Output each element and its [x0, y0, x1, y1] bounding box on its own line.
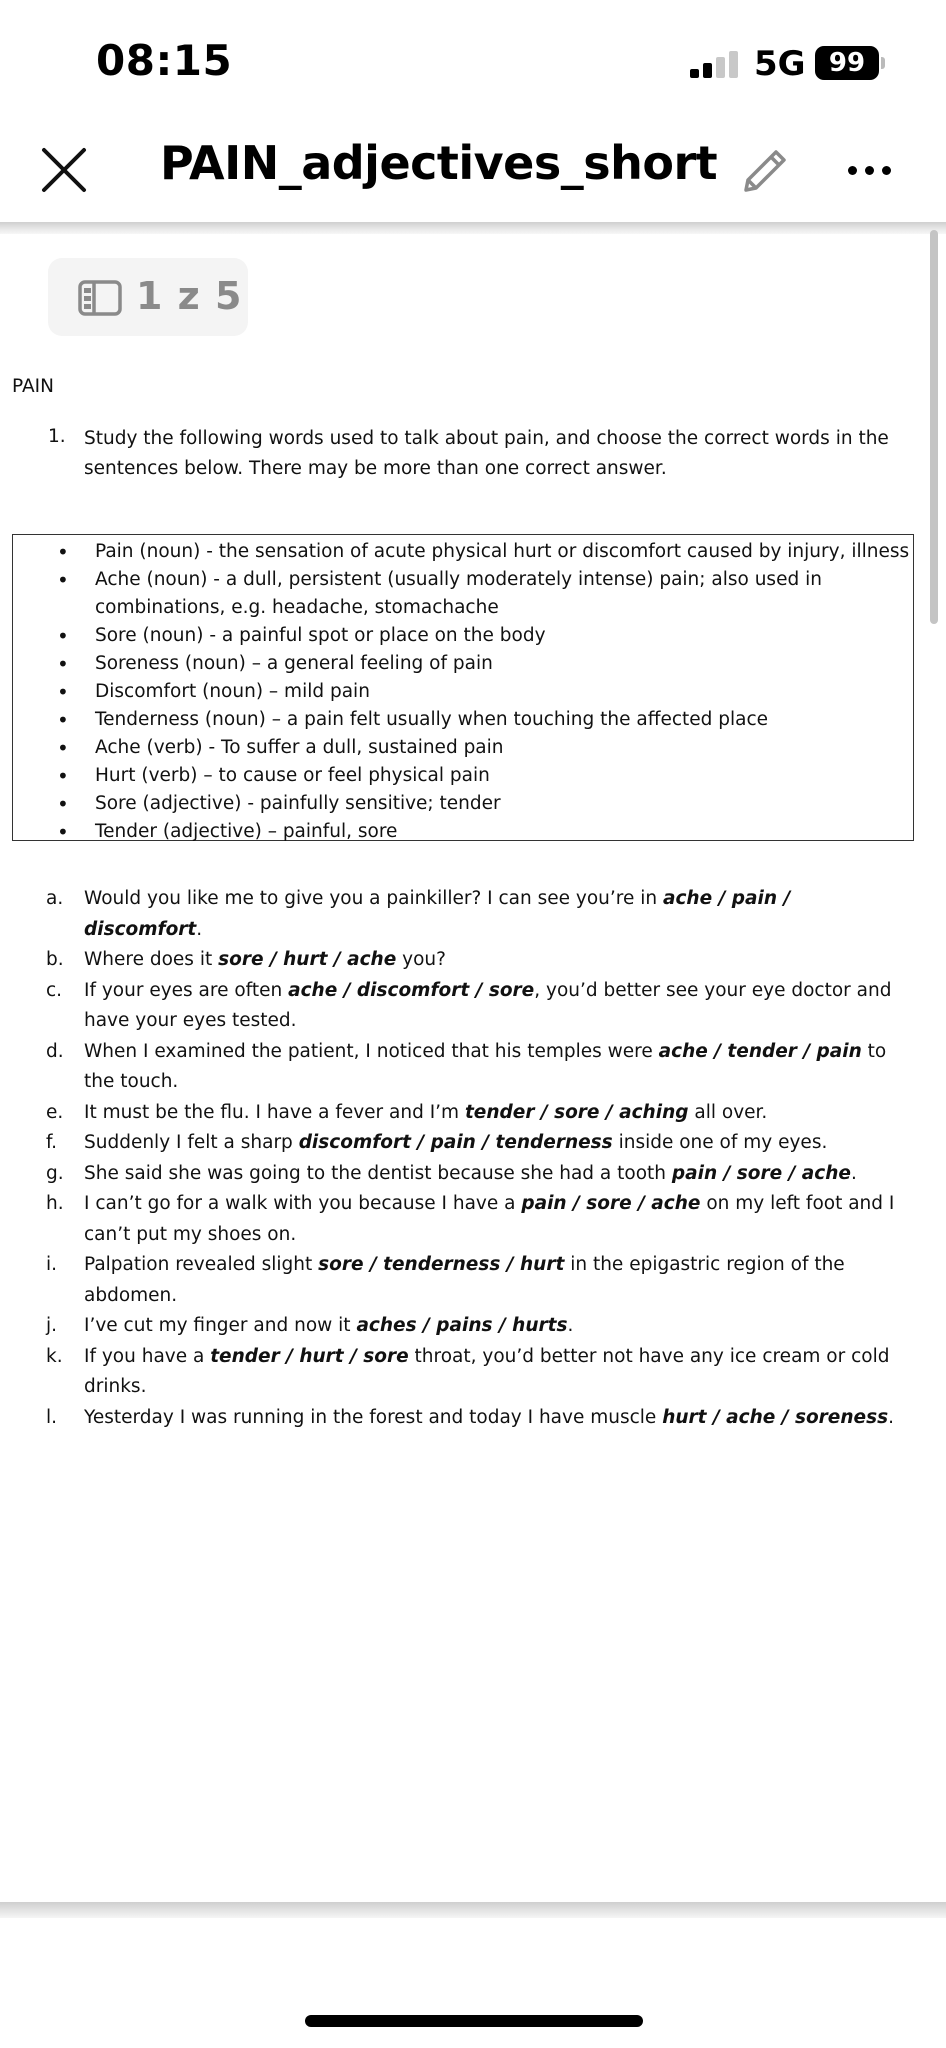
- exercise-text: Yesterday I was running in the forest and today I have muscle: [84, 1406, 663, 1428]
- exercise-options: discomfort / pain / tenderness: [298, 1132, 613, 1153]
- exercise-text: on my left foot and I can’t put my shoes on.: [84, 1193, 895, 1245]
- exercise-text: When I examined the patient, I noticed that his temples were: [84, 1040, 659, 1062]
- status-time: 08:15: [96, 36, 233, 85]
- exercise-options: pain / sore / ache: [521, 1193, 701, 1214]
- exercise-letter: a.: [46, 888, 64, 909]
- exercise-letter: j.: [46, 1315, 58, 1336]
- exercise-letter: b.: [46, 949, 64, 970]
- exercise-item: [0, 1128, 946, 1159]
- exercise-text: Suddenly I felt a sharp: [84, 1132, 299, 1153]
- definition-item: • Hurt (verb) – to cause or feel physical pain: [13, 762, 913, 790]
- battery-tip: [881, 57, 885, 69]
- exercise-letter: e.: [46, 1101, 64, 1123]
- exercise-letter: i.: [46, 1254, 58, 1275]
- exercise-item: [0, 945, 946, 976]
- pencil-icon: [734, 142, 794, 202]
- exercise-item: [0, 1159, 946, 1190]
- exercise-item: [0, 1189, 946, 1250]
- exercise-item: [0, 976, 946, 1037]
- exercise-text: She said she was going to the dentist because she had a tooth: [84, 1162, 672, 1184]
- exercise-item: [0, 1037, 946, 1098]
- definition-item: • Ache (verb) - To suffer a dull, sustained pain: [13, 734, 913, 762]
- exercise-options: hurt / ache / soreness: [662, 1406, 889, 1428]
- exercise-options: ache / discomfort / sore: [288, 979, 535, 1001]
- exercise-text: It must be the flu. I have a fever and I’m: [84, 1101, 465, 1123]
- status-bar: [0, 0, 946, 120]
- signal-icon: [690, 50, 740, 78]
- more-icon: [848, 166, 857, 175]
- exercise-options: tender / hurt / sore: [210, 1345, 409, 1367]
- more-button[interactable]: [840, 150, 900, 190]
- network-type: 5G: [754, 44, 806, 84]
- exercise-options: pain / sore / ache: [671, 1162, 851, 1184]
- exercise-text: Where does it: [84, 949, 219, 970]
- definitions-box: [12, 534, 914, 841]
- exercise-text: .: [196, 918, 203, 940]
- exercise-letter: f.: [46, 1132, 58, 1153]
- exercise-text: .: [888, 1406, 894, 1428]
- close-button[interactable]: [36, 142, 92, 198]
- exercise-item: [0, 1250, 946, 1311]
- exercise-text: , you’d better see your eye doctor and have your eyes tested.: [84, 979, 892, 1031]
- exercise-list: [0, 884, 946, 1433]
- definitions-list: [13, 538, 913, 846]
- exercise-text: all over.: [688, 1101, 768, 1123]
- exercise-text: I can’t go for a walk with you because I have a: [84, 1193, 522, 1214]
- more-icon-dot: [865, 166, 874, 175]
- exercise-options: sore / hurt / ache: [218, 949, 397, 970]
- exercise-letter: g.: [46, 1162, 64, 1184]
- page-indicator[interactable]: [48, 258, 248, 336]
- exercise-options: aches / pains / hurts: [356, 1315, 568, 1336]
- exercise-item: [0, 1342, 946, 1403]
- doc-heading: PAIN: [12, 376, 54, 397]
- exercise-options: sore / tenderness / hurt: [318, 1254, 565, 1275]
- exercise-item: [0, 1098, 946, 1129]
- definition-item: • Tenderness (noun) – a pain felt usually when touching the affected place: [13, 706, 913, 734]
- battery-icon: 99: [815, 46, 879, 80]
- page-count: 1 z 5: [136, 274, 243, 318]
- document-title: PAIN_adjectives_short: [160, 136, 718, 190]
- exercise-text: If your eyes are often: [84, 979, 289, 1001]
- exercise-text: throat, you’d better not have any ice cream or cold drinks.: [84, 1345, 890, 1397]
- definition-item: • Tender (adjective) – painful, sore: [13, 818, 913, 846]
- exercise-text: you?: [396, 949, 446, 970]
- exercise-text: I’ve cut my finger and now it: [84, 1315, 357, 1336]
- exercise-text: in the epigastric region of the abdomen.: [84, 1254, 845, 1306]
- definition-item: • Soreness (noun) – a general feeling of pain: [13, 650, 913, 678]
- exercise-letter: l.: [46, 1406, 58, 1428]
- more-icon-dot: [882, 166, 891, 175]
- exercise-text: .: [850, 1162, 857, 1184]
- exercise-letter: c.: [46, 979, 63, 1001]
- exercise-text: If you have a: [84, 1345, 211, 1367]
- definition-item: • Sore (adjective) - painfully sensitive; tender: [13, 790, 913, 818]
- exercise-text: .: [567, 1315, 574, 1336]
- page-end-divider: [0, 1902, 946, 1918]
- exercise-letter: k.: [46, 1345, 63, 1367]
- exercise-options: tender / sore / aching: [464, 1101, 689, 1123]
- question-text: Study the following words used to talk about pain, and choose the correct words in the sentences below. There may be more than one correct answer.: [84, 428, 889, 479]
- edit-button[interactable]: [734, 142, 794, 202]
- exercise-text: Palpation revealed slight: [84, 1254, 319, 1275]
- page-thumbnail-icon: [78, 280, 122, 316]
- exercise-item: [0, 1403, 946, 1434]
- exercise-letter: d.: [46, 1040, 64, 1062]
- exercise-options: ache / pain / discomfort: [84, 888, 791, 940]
- document-header: [0, 120, 946, 220]
- exercise-item: [0, 884, 946, 945]
- question-number: 1.: [48, 426, 66, 447]
- definition-item: • Sore (noun) - a painful spot or place on the body: [13, 622, 913, 650]
- exercise-text: inside one of my eyes.: [612, 1132, 828, 1153]
- scrollbar[interactable]: [930, 230, 938, 624]
- home-indicator[interactable]: [305, 2015, 643, 2027]
- header-divider: [0, 222, 946, 234]
- exercise-text: to the touch.: [84, 1040, 887, 1092]
- definition-item: • Pain (noun) - the sensation of acute physical hurt or discomfort caused by injury, illness: [13, 538, 913, 566]
- close-icon: [36, 142, 92, 198]
- exercise-letter: h.: [46, 1193, 64, 1214]
- exercise-options: ache / tender / pain: [658, 1040, 862, 1062]
- definition-item: • Discomfort (noun) – mild pain: [13, 678, 913, 706]
- exercise-item: [0, 1311, 946, 1342]
- definition-item: • Ache (noun) - a dull, persistent (usually moderately intense) pain; also used in combinations, e.g. headache, stomachache: [13, 566, 913, 622]
- exercise-text: Would you like me to give you a painkiller? I can see you’re in: [84, 888, 663, 909]
